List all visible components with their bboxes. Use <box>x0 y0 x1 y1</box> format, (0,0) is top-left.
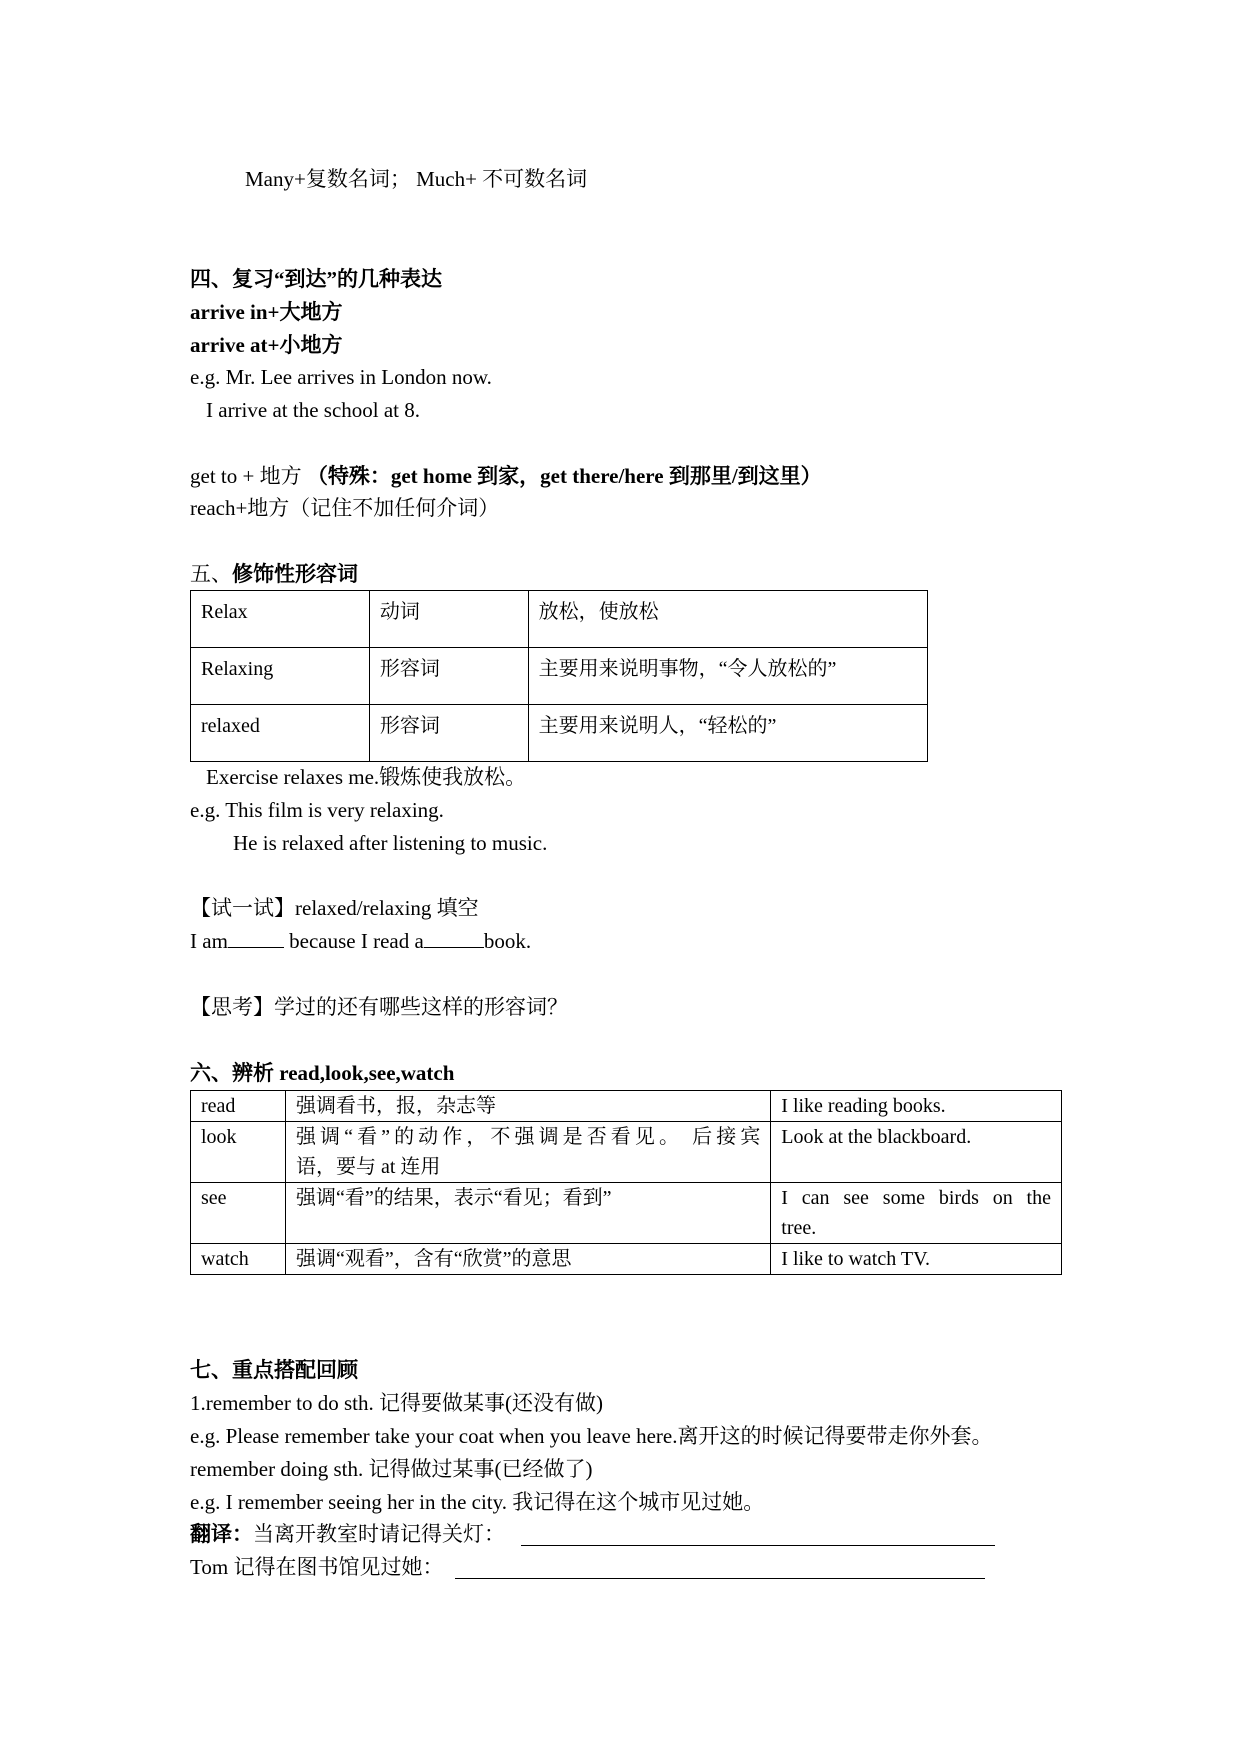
table-cell-word: relaxed <box>191 705 370 762</box>
answer-line-2[interactable] <box>455 1578 985 1579</box>
table-cell-desc <box>285 1122 770 1183</box>
section4-example2: I arrive at the school at 8. <box>206 398 420 422</box>
section4-reach: reach+地方（记住不加任何介词） <box>190 496 500 520</box>
section6-title: 六、辨析 read,look,see,watch <box>190 1061 455 1085</box>
table-cell-word: Relaxing <box>191 648 370 705</box>
try-part-b: because I read a <box>283 929 424 953</box>
section5-example3: He is relaxed after listening to music. <box>233 831 548 855</box>
table-cell-desc: 强调看书，报，杂志等 <box>285 1091 770 1122</box>
table-cell-meaning: 放松，使放松 <box>528 591 927 648</box>
table-cell-pos: 形容词 <box>369 705 528 762</box>
table-row <box>191 1091 1062 1122</box>
try-sentence <box>190 926 531 956</box>
table-cell-desc: 强调“观看”，含有“欣赏”的意思 <box>285 1244 770 1275</box>
table-cell-pos: 动词 <box>369 591 528 648</box>
example-line: tree. <box>781 1217 817 1239</box>
section4-title: 四、复习“到达”的几种表达 <box>190 267 442 291</box>
section7-line4: e.g. I remember seeing her in the city. 我记得在这个城市见过她。 <box>190 1490 765 1514</box>
adjective-table <box>190 590 928 762</box>
table-cell-meaning: 主要用来说明人，“轻松的” <box>528 705 927 762</box>
section7-line2: e.g. Please remember take your coat when you leave here.离开这的时候记得要带走你外套。 <box>190 1424 993 1448</box>
translation-text-1: 当离开教室时请记得关灯： <box>253 1522 505 1546</box>
section4-getto <box>190 461 822 491</box>
table-cell-example: Look at the blackboard. <box>771 1122 1062 1183</box>
section7-title: 七、重点搭配回顾 <box>190 1358 358 1382</box>
example-line: I can see some birds on the <box>781 1187 1051 1209</box>
table-row <box>191 1244 1062 1275</box>
table-cell-word: watch <box>191 1244 286 1275</box>
try-title: 【试一试】relaxed/relaxing 填空 <box>190 896 479 920</box>
think-prompt: 【思考】学过的还有哪些这样的形容词？ <box>190 995 568 1019</box>
section5-title-prefix: 五、 <box>190 562 232 586</box>
intro-line: Many+复数名词； Much+ 不可数名词 <box>245 167 588 191</box>
table-row <box>191 705 928 762</box>
translation-prompt-1 <box>190 1519 505 1549</box>
fill-blank-1[interactable] <box>228 929 284 948</box>
translation-label: 翻译： <box>190 1522 253 1546</box>
table-cell-word: see <box>191 1183 286 1244</box>
try-part-a: I am <box>190 929 228 953</box>
table-cell-word: Relax <box>191 591 370 648</box>
section5-title-bold: 修饰性形容词 <box>232 562 358 586</box>
table-row <box>191 1122 1062 1183</box>
table-row <box>191 591 928 648</box>
table-cell-pos: 形容词 <box>369 648 528 705</box>
try-part-c: book. <box>483 929 532 953</box>
table-cell-example: I like reading books. <box>771 1091 1062 1122</box>
section4-example1: e.g. Mr. Lee arrives in London now. <box>190 365 492 389</box>
table-cell-example <box>771 1183 1062 1244</box>
desc-line: 强调“看”的动作，不强调是否看见。 后接宾 <box>295 1126 761 1148</box>
section4-rule2: arrive at+小地方 <box>190 333 343 357</box>
table-cell-word: read <box>191 1091 286 1122</box>
section5-title <box>190 559 358 589</box>
table-cell-example: I like to watch TV. <box>771 1244 1062 1275</box>
table-cell-meaning: 主要用来说明事物，“令人放松的” <box>528 648 927 705</box>
section5-example1: Exercise relaxes me.锻炼使我放松。 <box>206 765 527 789</box>
getto-plain: get to + 地方 <box>190 464 307 488</box>
fill-blank-2[interactable] <box>424 929 484 948</box>
section7-line1: 1.remember to do sth. 记得要做某事(还没有做) <box>190 1391 603 1415</box>
table-cell-desc: 强调“看”的结果，表示“看见；看到” <box>285 1183 770 1244</box>
getto-special: （特殊：get home 到家，get there/here 到那里/到这里） <box>306 464 822 488</box>
verb-table <box>190 1090 1062 1275</box>
section7-line3: remember doing sth. 记得做过某事(已经做了) <box>190 1457 593 1481</box>
translation-prompt-2: Tom 记得在图书馆见过她： <box>190 1555 444 1579</box>
section4-rule1: arrive in+大地方 <box>190 300 343 324</box>
section5-example2: e.g. This film is very relaxing. <box>190 798 444 822</box>
table-row <box>191 1183 1062 1244</box>
table-cell-word: look <box>191 1122 286 1183</box>
table-row <box>191 648 928 705</box>
desc-line: 语，要与 at 连用 <box>295 1156 441 1178</box>
answer-line-1[interactable] <box>521 1545 995 1546</box>
